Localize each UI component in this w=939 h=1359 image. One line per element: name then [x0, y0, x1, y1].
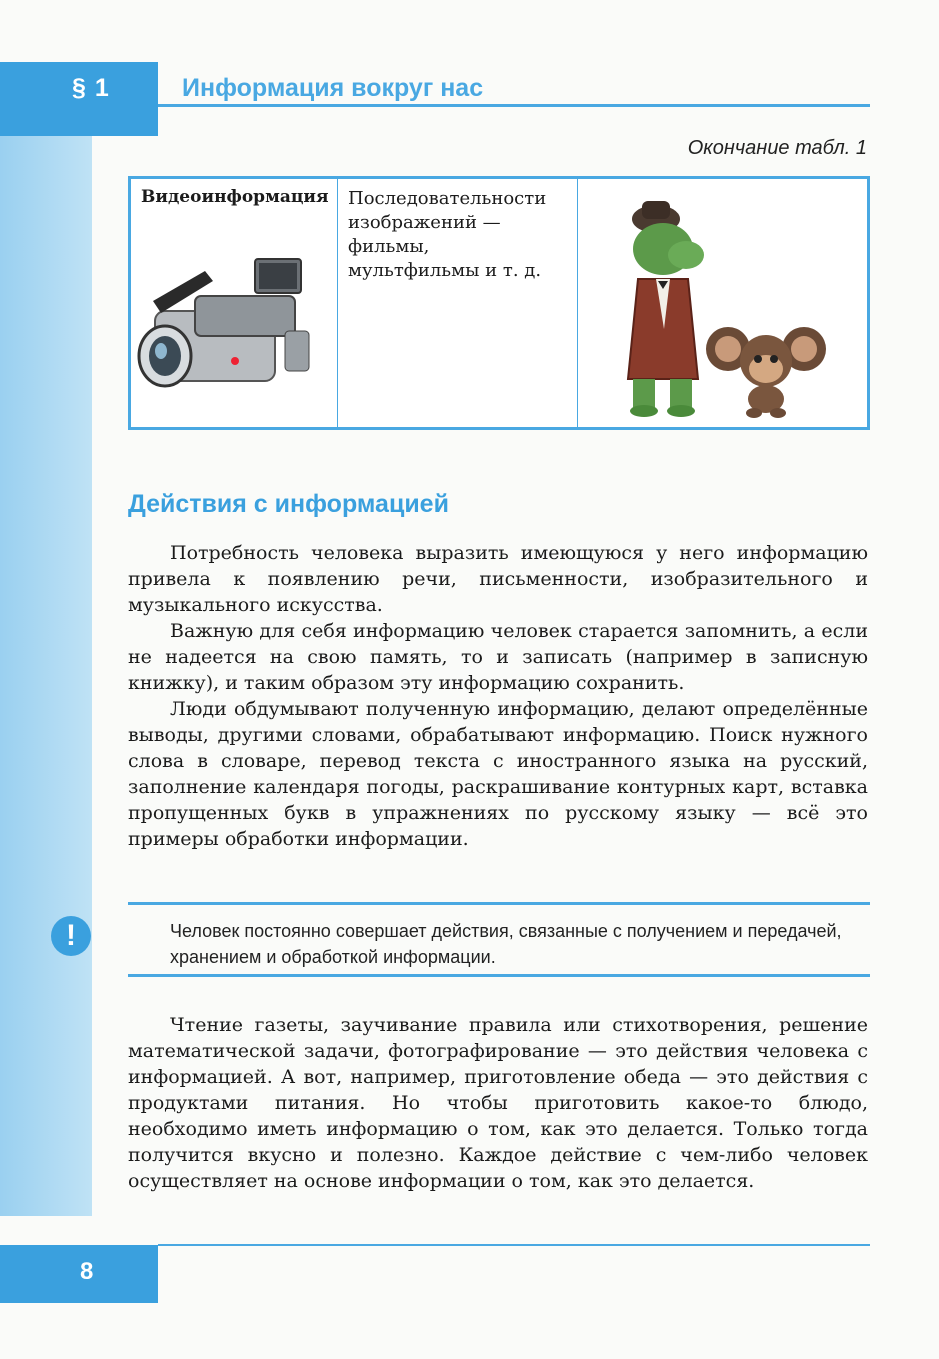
footer-band	[0, 1245, 158, 1303]
camcorder-illustration	[135, 241, 335, 421]
note-bottom-rule	[128, 974, 870, 977]
paragraph: Важную для себя информацию человек старается запомнить, а если не надеется на свою память, то и записать (например в записную книжку), и таким образом эту информацию сохранить.	[128, 620, 868, 694]
page-number: 8	[80, 1258, 94, 1285]
table-cell-description	[338, 179, 578, 427]
paragraph: Потребность человека выразить имеющуюся у него информацию привела к появлению речи, письменности, изобразительного и музыкального искусства.	[128, 542, 868, 616]
exclamation-icon: !	[51, 916, 91, 956]
table-cell-type-label: Видеоинформация	[141, 187, 329, 207]
info-table	[128, 176, 870, 430]
body-text-block-2	[128, 1012, 868, 1194]
chapter-title: Информация вокруг нас	[182, 74, 484, 102]
body-text-block-1	[128, 540, 868, 852]
key-note: Человек постоянно совершает действия, связанные с получением и передачей, хранением и обработкой информации.	[170, 921, 842, 967]
section-number: § 1	[72, 74, 110, 102]
table-cell-images	[578, 179, 867, 427]
crocodile-gena-figure	[608, 189, 718, 419]
table-caption: Окончание табл. 1	[687, 137, 867, 159]
table-cell-type	[131, 179, 338, 427]
header-rule	[158, 104, 870, 107]
paragraph: Люди обдумывают полученную информацию, делают определённые выводы, другими словами, обрабатывают информацию. Поиск нужного слова в словаре, перевод текста с иностранного языка на русский, заполнение календаря погоды, раскрашивание контурных карт, вставка пропущенных букв в упражнениях по русскому языку — всё это примеры обработки информации.	[128, 698, 868, 850]
cheburashka-figure	[706, 319, 826, 419]
footer-rule	[158, 1244, 870, 1246]
table-cell-description-text: Последовательности изображений — фильмы, мультфильмы и т. д.	[348, 188, 547, 281]
left-margin-band	[0, 136, 92, 1216]
paragraph: Чтение газеты, заучивание правила или стихотворения, решение математической задачи, фотографирование — это действия человека с информацией. А вот, например, приготовление обеда — это действия с продуктами питания. Но чтобы приготовить какое-то блюдо, необходимо иметь информацию о том, как это делается. Только тогда получится вкусно и полезно. Каждое действие с чем-либо человек осуществляет на основе информации о том, как это делается.	[128, 1014, 868, 1192]
note-top-rule	[128, 902, 870, 905]
section-heading: Действия с информацией	[128, 490, 449, 518]
